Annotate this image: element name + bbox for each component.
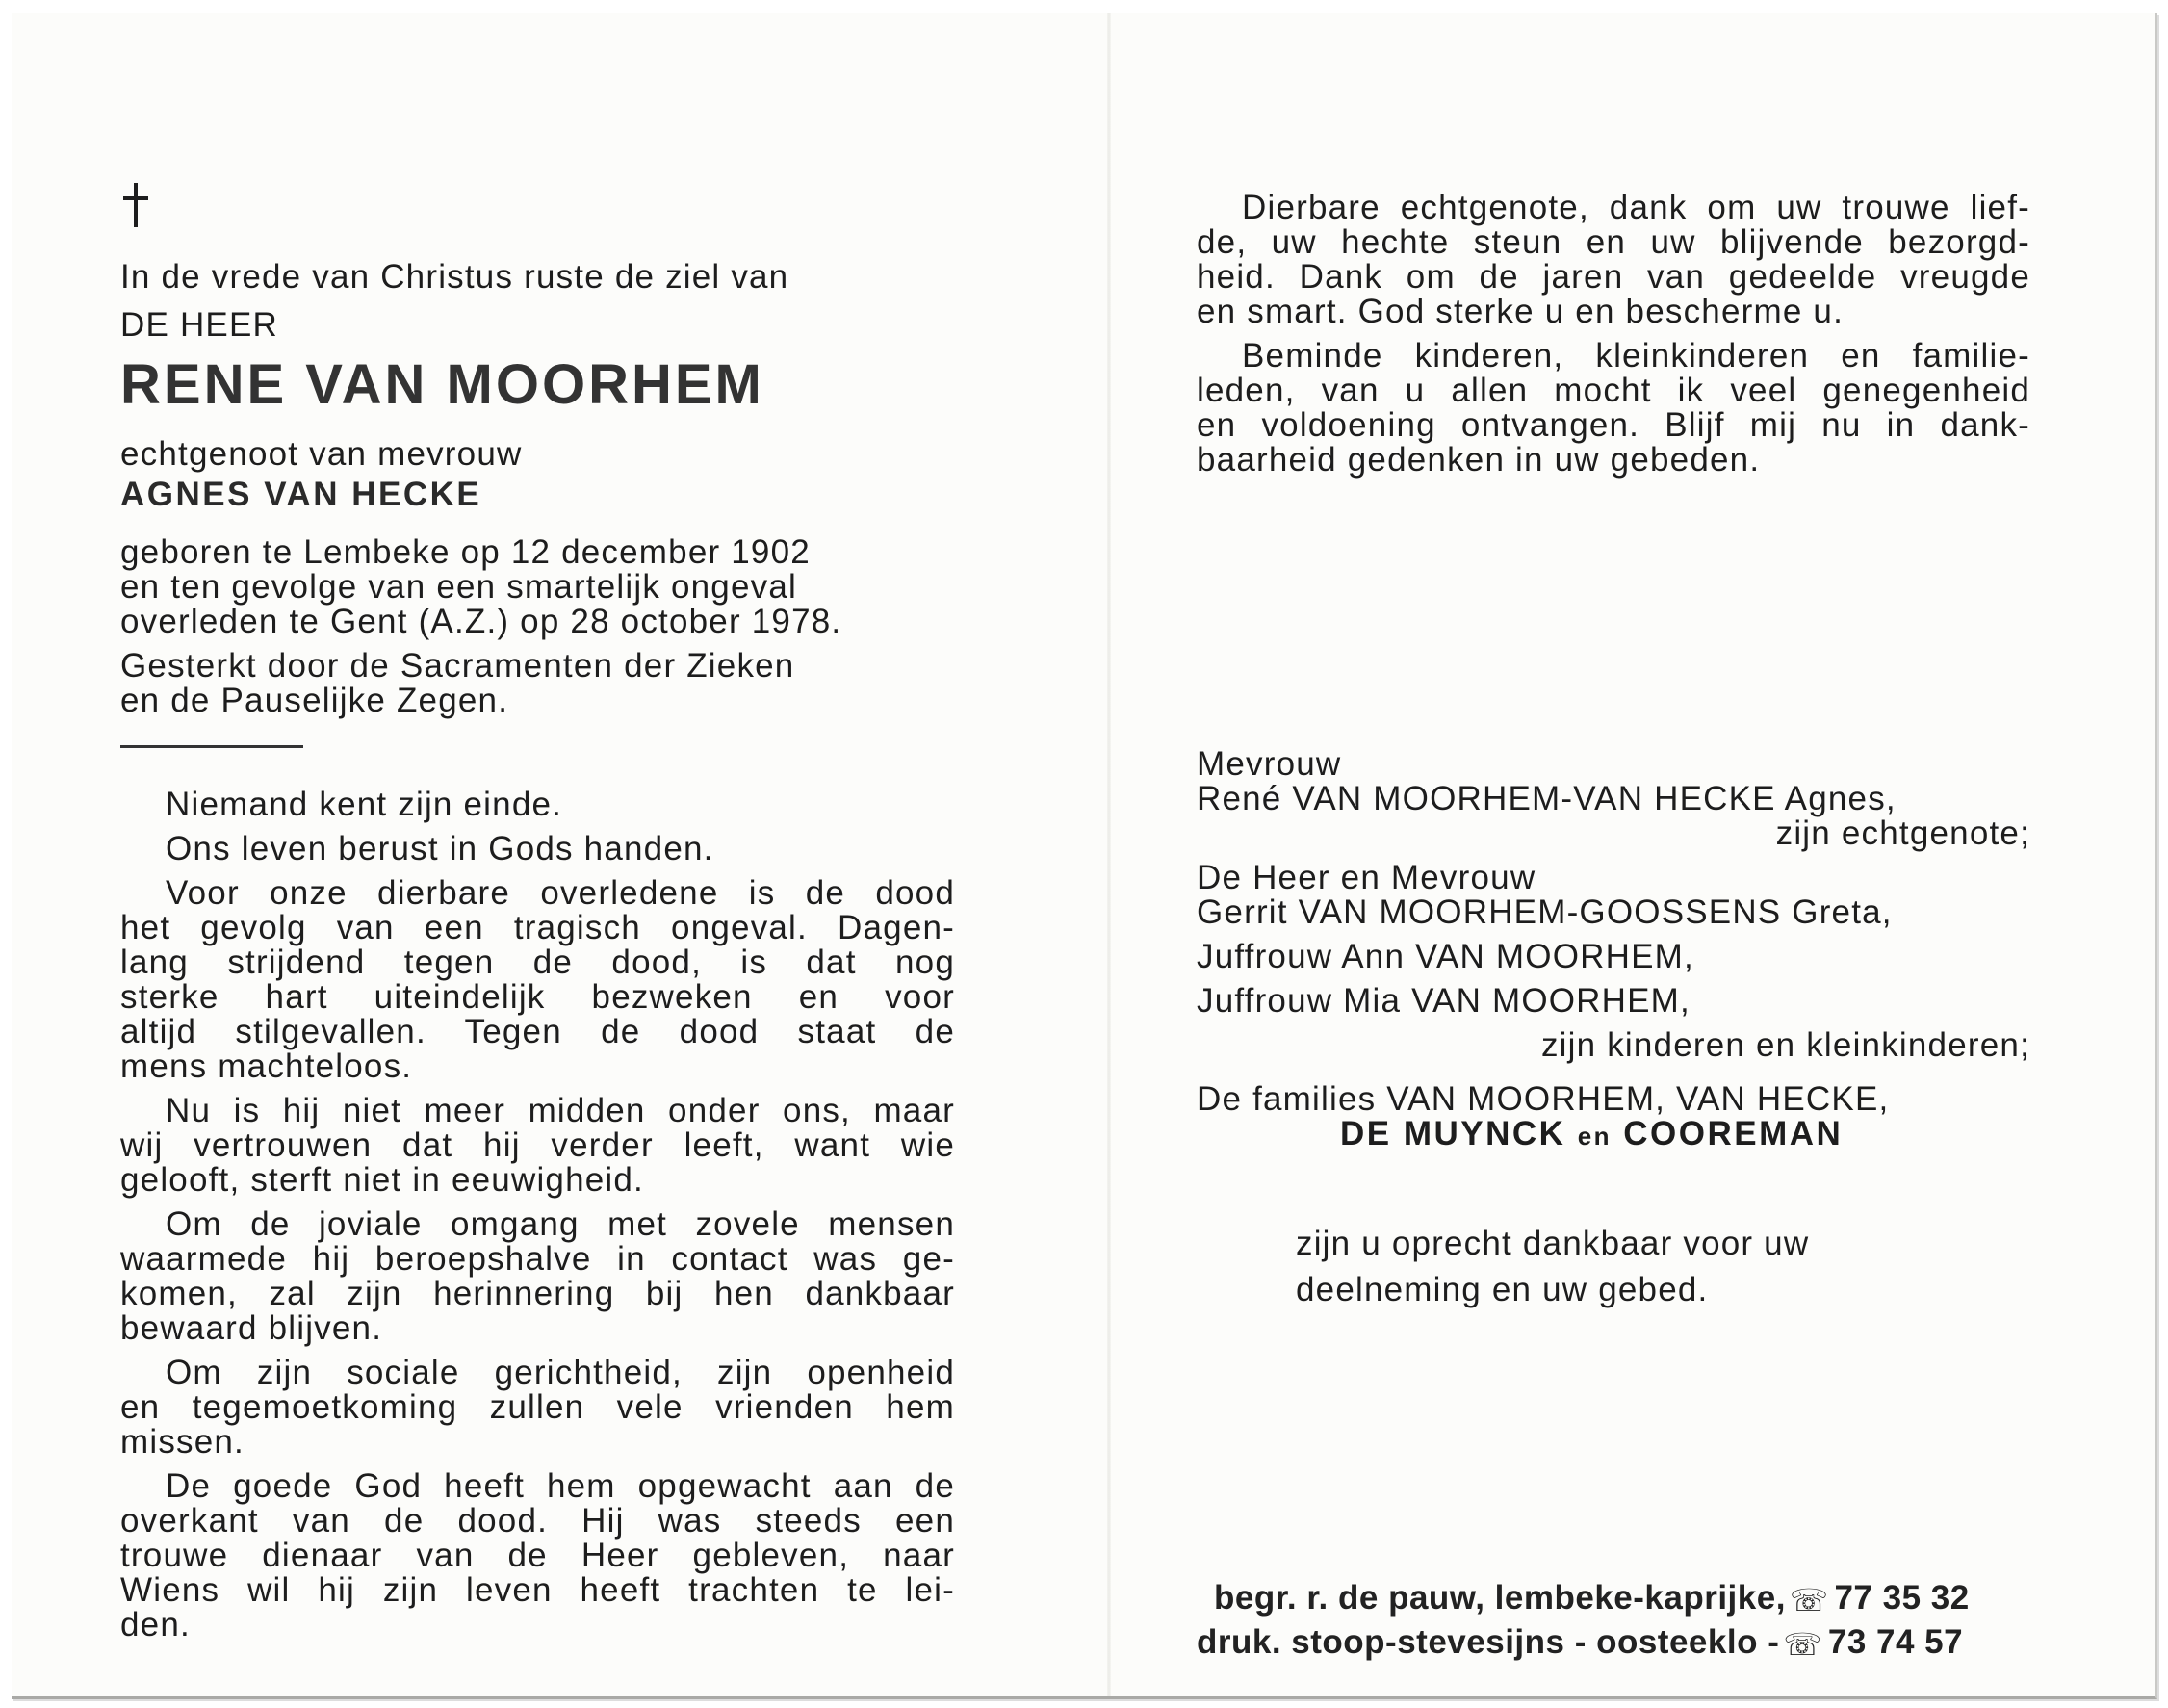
text-line: komen, zal zijn herinnering bij hen dankbaar <box>120 1275 955 1312</box>
text-line: overkant van de dood. Hij was steeds een <box>120 1502 955 1540</box>
families-line: De families VAN MOORHEM, VAN HECKE, <box>1197 1080 1890 1118</box>
sacrament-line: en de Pauselijke Zegen. <box>120 682 509 719</box>
sacraments-note <box>120 649 890 718</box>
widow-name: René VAN MOORHEM-VAN HECKE Agnes, <box>1197 780 1897 817</box>
birth-line: overleden te Gent (A.Z.) op 28 october 1978. <box>120 603 842 640</box>
text-line: mens machteloos. <box>120 1048 413 1085</box>
telephone-icon: ☏ <box>1789 1582 1829 1618</box>
children-role: zijn kinderen en kleinkinderen; <box>1540 1026 2030 1064</box>
family-list <box>1197 747 2030 1153</box>
printer-text: druk. stoop-stevesijns - oosteeklo - <box>1197 1623 1780 1661</box>
birth-death-details <box>120 535 890 639</box>
daughter-name: Juffrouw Mia VAN MOORHEM, <box>1197 982 1691 1020</box>
text-line: Wiens wil hij zijn leven heeft trachten te lei- <box>120 1571 955 1609</box>
text-line: de, uw hechte steun en uw blijvende bezorgd- <box>1197 223 2030 261</box>
widow-title: Mevrouw <box>1197 745 1342 783</box>
thanks-paragraph <box>1197 339 2030 478</box>
text-line: het gevolg van een tragisch ongeval. Dagen- <box>120 909 955 946</box>
thanks-paragraph <box>1197 191 2030 329</box>
families-bold-names <box>1197 1117 2030 1153</box>
thanks-text <box>1197 191 2030 487</box>
left-panel <box>12 13 1109 1696</box>
text-line: sterke hart uiteindelijk bezweken en voor <box>120 978 955 1016</box>
text-line: heid. Dank om de jaren van gedeelde vreugde <box>1197 258 2030 296</box>
text-line: en smart. God sterke u en bescherme u. <box>1197 293 1845 330</box>
text-line: waarmede hij beroepshalve in contact was ge- <box>120 1240 955 1278</box>
divider <box>120 745 303 748</box>
birth-line: en ten gevolge van een smartelijk ongeval <box>120 568 797 606</box>
imprint-line <box>1197 1577 2030 1621</box>
text-line: Beminde kinderen, kleinkinderen en familie- <box>1242 337 2030 375</box>
couple-title: De Heer en Mevrouw <box>1197 859 1536 896</box>
cross-icon <box>123 183 148 227</box>
text-line: Voor onze dierbare overledene is de dood <box>166 874 955 912</box>
text-line: en voldoening ontvangen. Blijf mij nu in dank- <box>1197 406 2030 444</box>
meditation-text <box>120 788 955 1652</box>
family-name: DE MUYNCK <box>1340 1115 1566 1152</box>
telephone-icon: ☏ <box>1783 1626 1822 1663</box>
meditation-paragraph <box>120 876 955 1084</box>
undertaker-text: begr. r. de pauw, lembeke-kaprijke, <box>1214 1579 1786 1617</box>
closing-line: deelneming en uw gebed. <box>1296 1271 1709 1308</box>
spouse-label: echtgenoot van mevrouw <box>120 435 523 473</box>
meditation-paragraph <box>120 1207 955 1346</box>
meditation-line: Ons leven berust in Gods handen. <box>166 830 714 867</box>
meditation-paragraph <box>120 1094 955 1198</box>
meditation-paragraph <box>120 1469 955 1643</box>
meditation-paragraph <box>120 1356 955 1460</box>
deceased-name: RENE VAN MOORHEM <box>120 353 764 416</box>
printer-phone: 73 74 57 <box>1827 1623 1964 1661</box>
imprint <box>1197 1577 2030 1666</box>
sacrament-line: Gesterkt door de Sacramenten der Zieken <box>120 647 795 685</box>
text-line: Dierbare echtgenote, dank om uw trouwe lief- <box>1242 189 2030 226</box>
text-line: missen. <box>120 1423 245 1461</box>
closing-line: zijn u oprecht dankbaar voor uw <box>1296 1225 1810 1262</box>
honorific: DE HEER <box>120 306 278 344</box>
undertaker-phone: 77 35 32 <box>1834 1579 1970 1617</box>
text-line: leden, van u allen mocht ik veel genegenheid <box>1197 372 2030 409</box>
conjunction: en <box>1577 1122 1613 1151</box>
text-line: baarheid gedenken in uw gebeden. <box>1197 441 1761 479</box>
text-line: wij vertrouwen dat hij verder leeft, want wie <box>120 1126 955 1164</box>
text-line: altijd stilgevallen. Tegen de dood staat de <box>120 1013 955 1050</box>
couple-name: Gerrit VAN MOORHEM-GOOSSENS Greta, <box>1197 893 1893 931</box>
text-line: gelooft, sterft niet in eeuwigheid. <box>120 1161 644 1199</box>
birth-line: geboren te Lembeke op 12 december 1902 <box>120 533 811 571</box>
imprint-line <box>1197 1621 2030 1666</box>
spouse-name: AGNES VAN HECKE <box>120 476 482 513</box>
text-line: lang strijdend tegen de dood, is dat nog <box>120 944 955 981</box>
intro-line: In de vrede van Christus ruste de ziel van <box>120 258 789 296</box>
widow-role: zijn echtgenote; <box>1775 815 2030 852</box>
family-name: COOREMAN <box>1623 1115 1844 1152</box>
text-line: en tegemoetkoming zullen vele vrienden hem <box>120 1388 955 1426</box>
text-line: trouwe dienaar van de Heer gebleven, naar <box>120 1537 955 1574</box>
text-line: bewaard blijven. <box>120 1309 383 1347</box>
text-line: De goede God heeft hem opgewacht aan de <box>166 1467 955 1505</box>
closing-text <box>1296 1227 1970 1319</box>
text-line: Om de joviale omgang met zovele mensen <box>166 1205 955 1243</box>
daughter-name: Juffrouw Ann VAN MOORHEM, <box>1197 938 1694 975</box>
text-line: den. <box>120 1606 191 1643</box>
meditation-line: Niemand kent zijn einde. <box>166 786 563 823</box>
text-line: Nu is hij niet meer midden onder ons, maar <box>166 1092 955 1129</box>
text-line: Om zijn sociale gerichtheid, zijn openheid <box>166 1354 955 1391</box>
mourning-card <box>12 13 2157 1699</box>
